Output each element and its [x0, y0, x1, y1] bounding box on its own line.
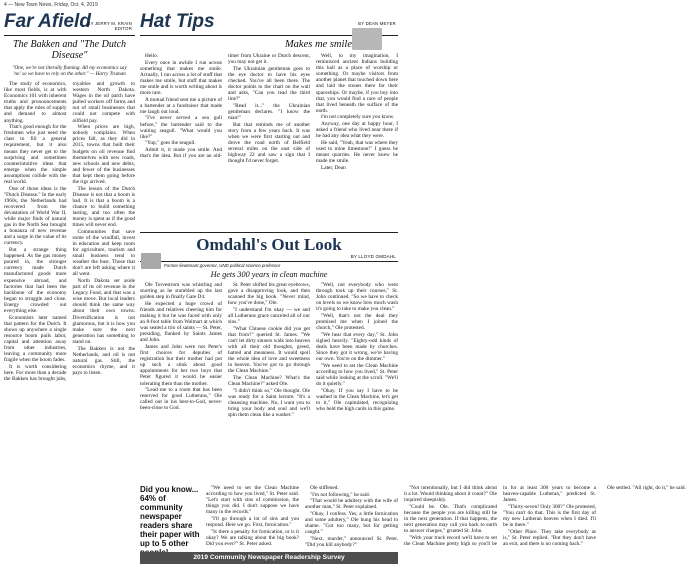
omdahl-body-upper	[140, 282, 398, 484]
omdahl-rule	[140, 261, 398, 262]
hat-tips-byline: BY DEAN MEYER	[358, 21, 396, 26]
omdahl-paragraph: "Is there a penalty for fornication, or is it okay? We are talking about the big book? Did you ever?" St. Peter asked.	[206, 528, 299, 547]
omdahl-body-lower	[206, 485, 686, 549]
omdahl-paragraph: "Thirty-seven! Only 300?" Ole protested, "You can't do that. This is the first day of my new Lutheran heaven when I died. I'll be in there."	[503, 503, 596, 529]
omdahl-paragraph: "We need to set the Clean Machine according to how you lived," St. Peter said while looking at the scroll. "We'll do it quietly."	[316, 362, 398, 387]
hat-tips-body	[140, 53, 398, 231]
far-afield-paragraph: Communities that save some of the windfall, invest in education and keep room for agriculture, tourism and small business tend to weather the bust. Those that don't are left asking where it all went.	[72, 228, 135, 278]
far-afield-epigraph: "One, we're not literally flaming. All my economics say 'no' so we have to rely on the other." — Harry Truman	[12, 65, 127, 77]
far-afield-heading: Far Afield	[4, 11, 91, 32]
omdahl-top-rule	[140, 232, 398, 233]
far-afield-paragraph: That's good enough for the freshmen who just need the class to fill a general requirement, but it also means they never get to the surprising and sometimes counterintuitive ideas that emerge when the simple assumptions collide with the real world.	[4, 124, 67, 185]
omdahl-paragraph: "We need to set the Clean Machine according to how you lived," St. Peter said. "Let's start with sins of commission, the things you did. I don't suppose we have many in the records."	[206, 485, 299, 516]
hat-tips-paragraph: Hello.	[145, 53, 159, 59]
omdahl-paragraph: "Well, that's not the deal they promised me when I joined the church," Ole protested.	[316, 312, 398, 332]
omdahl-paragraph: "Okay, I confess. Yes, a little fornication and some adultery," Ole hung his head in shame. "Got too many, but for getting caught."	[305, 510, 398, 536]
omdahl-paragraph: Ole settled. "All right, do it," he said.	[607, 485, 686, 491]
omdahl-paragraph: "With your track record we'll have to set the Clean Machine pretty high so you'll be in for at least 300 years to become a heaven-capable Lutheran," predicted St. James.	[404, 485, 596, 547]
hat-tips-author-photo	[352, 28, 382, 50]
far-afield-article-title: The Bakken and "The Dutch Disease"	[12, 39, 127, 61]
hat-tips-paragraph: A mutual friend sent me a picture of a bartender at a fundraiser that made me laugh out loud.	[140, 96, 222, 115]
omdahl-author-photo	[141, 253, 161, 269]
omdahl-paragraph: "What Chinese cookie did you get that from?" queried St. James. "We can't let dirty sinners walk into heaven with all their old thoughts, greed, hatred and meanness. It would spoil the whole idea of love and sweetness in heaven. You've got to go through the Clean Machine."	[228, 325, 310, 375]
far-afield-paragraph: The study of economics, like most fields, is at with Economics 101 with inherent truths and pronouncements that apply the rules of supply and demand to almost anything.	[4, 81, 67, 124]
omdahl-paragraph: James and John were not Peter's first choices for deputies of registration but their mother had put up such a stink about good appointments for her two boys that Peter figured it would be easier tolerating them than the mother.	[140, 343, 222, 387]
omdahl-paragraph: "Okay. If you say I have to be washed in the Clean Machine, let's get to it," Ole capitulated, recognizing who held the high cards in this game.	[316, 387, 398, 412]
omdahl-paragraph: "Lead me to a room that has been reserved for good Lutherans," Ole called out in his best-to-God, never-been-close to God.	[140, 387, 222, 412]
far-afield-paragraph: The Bakken is not the Netherlands, and oil is not natural gas. Still, the economics rhyme, and it pays to listen.	[72, 345, 135, 376]
far-afield-paragraph: When prices are high, nobody complains. When prices fall, as they did in 2015, towns that built their budgets on oil revenue find themselves with new roads, new schools and new debts, and fewer of the businesses that kept them going before the rigs arrived.	[72, 124, 135, 185]
hat-tips-paragraph: He said, "Yeah, that was where they used to mine limestone!" I guess he meant quarries. He never knew he made me smile.	[316, 139, 398, 165]
omdahl-paragraph: "That would be adultery with the wife of another man," St. Peter explained.	[305, 498, 398, 511]
omdahl-paragraph: "Other Place. They take everybody as is," St. Peter replied. "But they don't have an exit, and there is no coming back."	[503, 528, 596, 547]
readership-ad-footer: 2019 Community Newspaper Readership Survey	[140, 552, 398, 564]
far-afield-rule	[4, 35, 135, 36]
omdahl-paragraph: "Next, murder," announced St. Peter. "Did you kill anybody?"	[305, 535, 398, 548]
hat-tips-article-title: Makes me smile	[284, 39, 352, 50]
hat-tips-heading: Hat Tips	[140, 11, 215, 32]
omdahl-byline: BY LLOYD OMDAHL	[350, 254, 396, 259]
far-afield-paragraph: Economists later named that pattern for the Dutch. It shows up anywhere a single resource boom pulls labor, capital and attention away from other industries, leaving a community more fragile when the boom fades.	[4, 314, 67, 364]
far-afield-paragraph: One of those ideas is the "Dutch Disease." In the early 1960s, the Netherlands had recovered from the devastation of World War II, while major finds of natural gas in the North Sea brought a bonanza of new revenue and a surge in the value of its currency.	[4, 185, 67, 247]
page-header: 4 — New Town News, Friday, Oct. 4, 2019	[4, 2, 98, 8]
omdahl-paragraph: "Not intentionally, but I did think about it a lot. Would thinking about it count?" Ole inquired sheepishly.	[404, 485, 497, 504]
hat-tips-paragraph: "Yup," goes the seagull.	[145, 140, 196, 147]
hat-tips-paragraph: I'm not completely sure you know.	[321, 114, 395, 121]
omdahl-paragraph: The Clean Machine? What's the Clean Machine?" asked Ole.	[228, 374, 310, 387]
omdahl-paragraph: Ole stiffened.	[310, 485, 339, 491]
hat-tips-paragraph: Admit it, it made you smile. And that's the idea. But if you are an old-timer from Ukraine or Dutch descent, you may not get it.	[140, 53, 310, 159]
far-afield-paragraph: The lesson of the Dutch Disease is not that a boom is bad. It is that a boom is a chance to build something lasting, and too often the money is spent as if the good times will never end.	[72, 185, 135, 229]
omdahl-paragraph: Ole Torvestrom was whistling and snorting as he stumbled up the last golden step in finally Gate D4.	[140, 282, 222, 301]
omdahl-paragraph: "I understand I'm okay — we and all Lutherans grace canceled all of our sins."	[228, 306, 310, 326]
omdahl-paragraph: "I'll go through a lot of sins and you respond. Here we go. First, fornication."	[206, 515, 299, 529]
hat-tips-paragraph: Well, to my imagination, I reminisced ancient Indians building this hall as a place of worship or something. Or maybe visitors from another planet that touched down here and laid the stones there for their spaceships. Or maybe, if you buy into that, you would find a race of people that lived beneath the surface of the earth.	[316, 53, 398, 114]
readership-ad: Did you know... 64% of community newspaper readers share their paper with up to 5 other	[140, 485, 200, 548]
far-afield-paragraph: It is worth considering here. For more than a decade the Bakken has brought jobs, royalties and growth to western North Dakota. Wages in the oil patch have pulled workers off farms and out of small businesses that could not compete with oilfield pay.	[4, 81, 135, 382]
hat-tips-paragraph: The Ukrainian gentleman goes to the eye doctor to have his eyes checked. You've all been there. The doctor points to the chart on the wall and asks, "Can you read the third line?"	[228, 65, 310, 103]
hat-tips-paragraph: Every once in awhile I run across something that makes me smile. Actually, I run across a lot of stuff that makes me smile, but stuff that makes me smile and is worth writing about is more rare.	[140, 59, 222, 97]
omdahl-paragraph: "Well, not everybody who went through took up their courses," St. John continued. "So we have to check on levels so we know how much wash it's going to take to make you clean."	[316, 282, 398, 313]
far-afield-body	[4, 81, 135, 579]
hat-tips-paragraph: "I've never served a sea gull before," the bartender said to the waiting seagull. "What would you like?"	[140, 115, 222, 140]
hat-tips-paragraph: Later, Dean	[321, 164, 346, 171]
omdahl-paragraph: "I didn't think so," Ole thought. Ole was ready for a Saint lecture. "It's a cleansing machine. No, I want you to bring your body and soul and we'll spin them clean like a washer."	[228, 387, 310, 418]
omdahl-paragraph: St. Peter shifted his great eyebrows, gave a disapproving look, and then scanned the big book. "Never mind, how you've done," Ole.	[228, 282, 310, 307]
hat-tips-paragraph: Anyway, one day at happy hour, I asked a friend who lived near there if he had any idea what they were.	[316, 121, 398, 140]
far-afield-byline: BY JERRY M. KRAIN	[87, 21, 132, 26]
omdahl-paragraph: He expected a huge crowd of friends and relatives cheering him for making it but he was faced with only an 8-foot table from Walmart at which was seated a trio of saints — St. Peter, presiding, flanked by Saints James and John.	[140, 300, 222, 344]
far-afield-role: EDITOR	[114, 26, 132, 31]
omdahl-paragraph: "I'm not following," he said.	[310, 491, 371, 498]
hat-tips-paragraph: But that reminds me of another story from a few years back. It was when we were first starting out and drove the road north of Belfield several miles on the east side of highway 22 and saw a sign that I thought I'd never forget.	[228, 121, 310, 165]
far-afield-paragraph: North Dakota set aside part of its oil revenue in the Legacy Fund, and that was a wise move. But local leaders should think the same way about their own towns. Diversification is not glamorous, but it is how you make sure the next generation has something to stand on.	[72, 278, 135, 345]
far-afield-paragraph: But a strange thing happened. As the gas money poured in, the stronger currency made Dutch manufactured goods more expensive abroad, and factories that had been the backbone of the economy began to struggle and close. Energy crowded out everything else.	[4, 247, 67, 314]
omdahl-paragraph: "We hear that every day," St. John sighed heavily. "Eighty-odd kinds of deals have been made by churches. Since they got it wrong, we're having our own. You're on the dimmer."	[316, 331, 398, 363]
omdahl-subtitle: He gets 300 years in clean machine	[210, 270, 328, 279]
omdahl-paragraph: "Could be. Ole. That's complicated because the people you are killing still be in the next generation. If that happens, the next generation may call you back to earth to answer charges," grunted St. John.	[404, 503, 497, 535]
omdahl-title: Omdahl's Out Look	[196, 235, 342, 254]
far-afield-column	[4, 0, 135, 579]
far-afield-byline-block	[84, 21, 132, 31]
omdahl-credit: Former lieutenant governor, UND political science professor	[164, 263, 281, 268]
hat-tips-paragraph: "Read it..." the Ukrainian gentleman declares. "I know the man!"	[228, 102, 310, 121]
